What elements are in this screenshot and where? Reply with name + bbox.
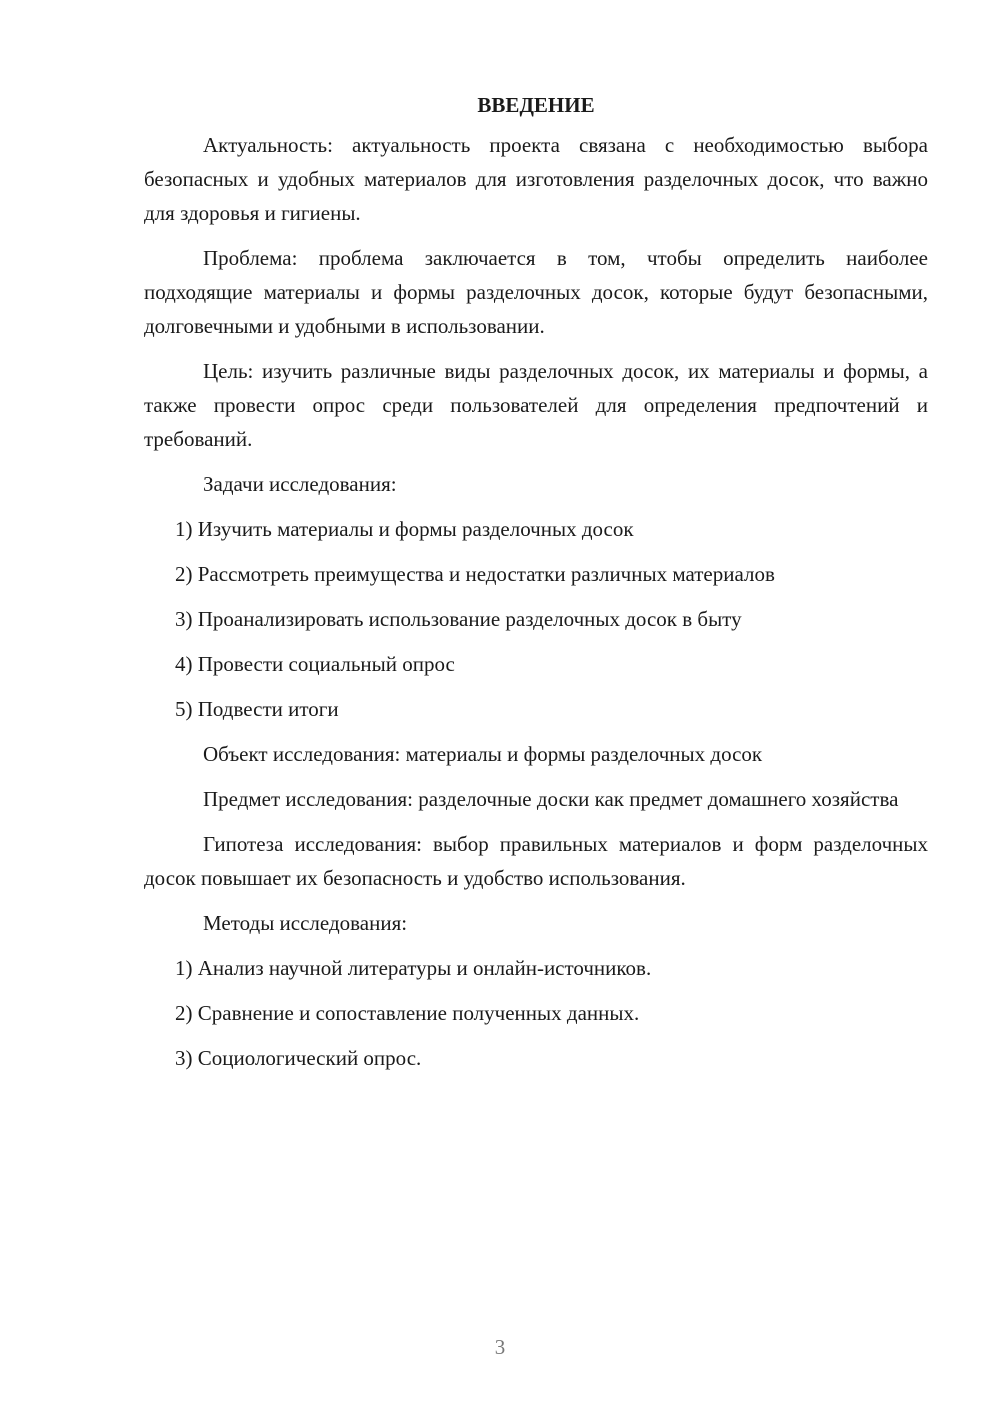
paragraph-relevance: Актуальность: актуальность проекта связана с необходимостью выбора безопасных и удобных материалов для изготовления разделочных досок, что важно для здоровья и гигиены. xyxy=(144,133,928,225)
methods-list xyxy=(144,951,928,1075)
list-item: 2) Рассмотреть преимущества и недостатки различных материалов xyxy=(175,562,775,586)
list-item: 5) Подвести итоги xyxy=(175,697,339,721)
page-content xyxy=(144,88,928,1086)
list-item: 3) Проанализировать использование разделочных досок в быту xyxy=(175,607,742,631)
page-number: 3 xyxy=(494,1335,506,1359)
paragraph-object: Объект исследования: материалы и формы разделочных досок xyxy=(203,742,763,766)
tasks-list xyxy=(144,512,928,726)
list-item: 1) Анализ научной литературы и онлайн-источников. xyxy=(175,956,652,980)
paragraph-subject: Предмет исследования: разделочные доски как предмет домашнего хозяйства xyxy=(203,787,899,811)
methods-heading: Методы исследования: xyxy=(203,911,408,935)
paragraph-problem: Проблема: проблема заключается в том, чтобы определить наиболее подходящие материалы и формы разделочных досок, которые будут безопасными, долговечными и удобными в использовании. xyxy=(144,246,928,338)
list-item: 3) Социологический опрос. xyxy=(175,1046,422,1070)
tasks-heading: Задачи исследования: xyxy=(203,472,397,496)
page-title: ВВЕДЕНИЕ xyxy=(477,93,595,117)
list-item: 2) Сравнение и сопоставление полученных данных. xyxy=(175,1001,640,1025)
paragraph-goal: Цель: изучить различные виды разделочных досок, их материалы и формы, а также провести опрос среди пользователей для определения предпочтений и требований. xyxy=(144,359,928,451)
list-item: 4) Провести социальный опрос xyxy=(175,652,455,676)
paragraph-hypothesis: Гипотеза исследования: выбор правильных материалов и форм разделочных досок повышает их безопасность и удобство использования. xyxy=(144,832,928,890)
list-item: 1) Изучить материалы и формы разделочных досок xyxy=(175,517,634,541)
